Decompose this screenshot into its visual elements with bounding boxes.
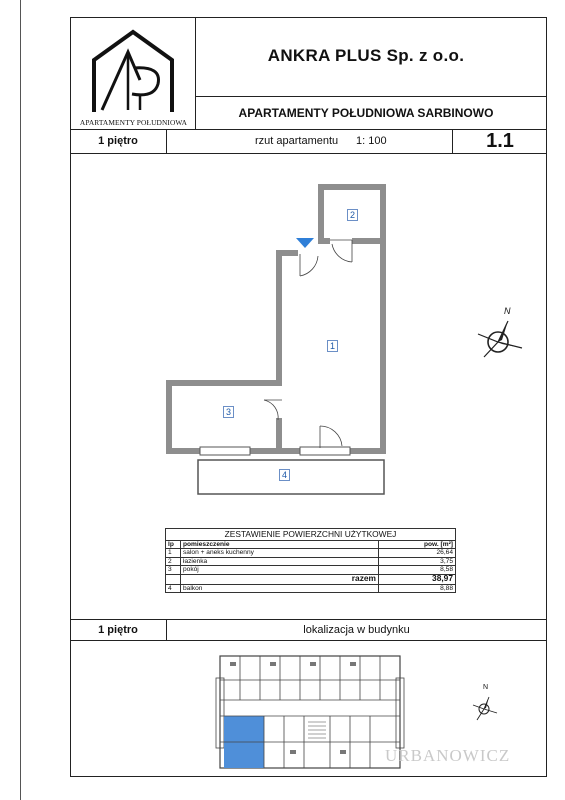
- table-total-row: [166, 574, 456, 584]
- row-area: 8,58: [379, 566, 456, 574]
- north-compass-icon: [472, 316, 532, 362]
- scale-value: 1: 100: [356, 135, 387, 147]
- section-divider: [70, 619, 547, 620]
- building-compass-letter: N: [483, 684, 489, 691]
- col-room: pomieszczenie: [181, 541, 379, 549]
- page-margin-line: [20, 0, 21, 800]
- header-divider: [195, 96, 547, 97]
- table-row: [166, 584, 456, 592]
- row-name: łazienka: [181, 557, 379, 565]
- table-row: [166, 557, 456, 565]
- project-name: APARTAMENTY POŁUDNIOWA SARBINOWO: [238, 106, 494, 120]
- col-lp: lp: [166, 541, 181, 549]
- company-logo: [88, 28, 178, 120]
- row-name: pokój: [181, 566, 379, 574]
- building-north-compass-icon: [470, 694, 500, 724]
- row-area: 26,64: [379, 549, 456, 557]
- company-name: ANKRA PLUS Sp. z o.o.: [267, 46, 465, 65]
- room-label-1: 1: [327, 340, 338, 352]
- apartment-number: 1.1: [486, 130, 514, 152]
- logo-caption: APARTAMENTY POŁUDNIOWA: [79, 118, 188, 127]
- table-title: ZESTAWIENIE POWIERZCHNI UŻYTKOWEJ: [166, 529, 456, 541]
- row-lp: 3: [166, 566, 181, 574]
- area-table: [165, 528, 456, 593]
- header-divider: [195, 17, 196, 130]
- compass-letter: N: [504, 306, 511, 316]
- total-label: razem: [181, 574, 379, 584]
- header-divider: [166, 129, 167, 154]
- section-divider: [70, 640, 547, 641]
- apartment-floor-plan: [160, 178, 400, 498]
- row-name: balkon: [181, 584, 379, 592]
- location-label: lokalizacja w budynku: [303, 624, 410, 636]
- location-floor-label: 1 piętro: [98, 624, 138, 636]
- total-value: 38,97: [379, 574, 456, 584]
- room-label-3: 3: [223, 406, 234, 418]
- watermark-text: URBANOWICZ: [385, 746, 511, 765]
- row-area: 3,75: [379, 557, 456, 565]
- table-header-row: [166, 541, 456, 549]
- header-divider: [70, 153, 547, 154]
- table-row: [166, 566, 456, 574]
- col-area: pow. [m²]: [379, 541, 456, 549]
- row-lp: 1: [166, 549, 181, 557]
- row-area: 8,88: [379, 584, 456, 592]
- header-divider: [452, 129, 453, 154]
- view-type: rzut apartamentu: [255, 135, 339, 147]
- row-lp: 4: [166, 584, 181, 592]
- row-lp: 2: [166, 557, 181, 565]
- room-label-4: 4: [279, 469, 290, 481]
- room-label-2: 2: [347, 209, 358, 221]
- building-location-plan: [210, 650, 410, 774]
- floor-label: 1 piętro: [98, 135, 138, 147]
- table-row: [166, 549, 456, 557]
- row-name: salon + aneks kuchenny: [181, 549, 379, 557]
